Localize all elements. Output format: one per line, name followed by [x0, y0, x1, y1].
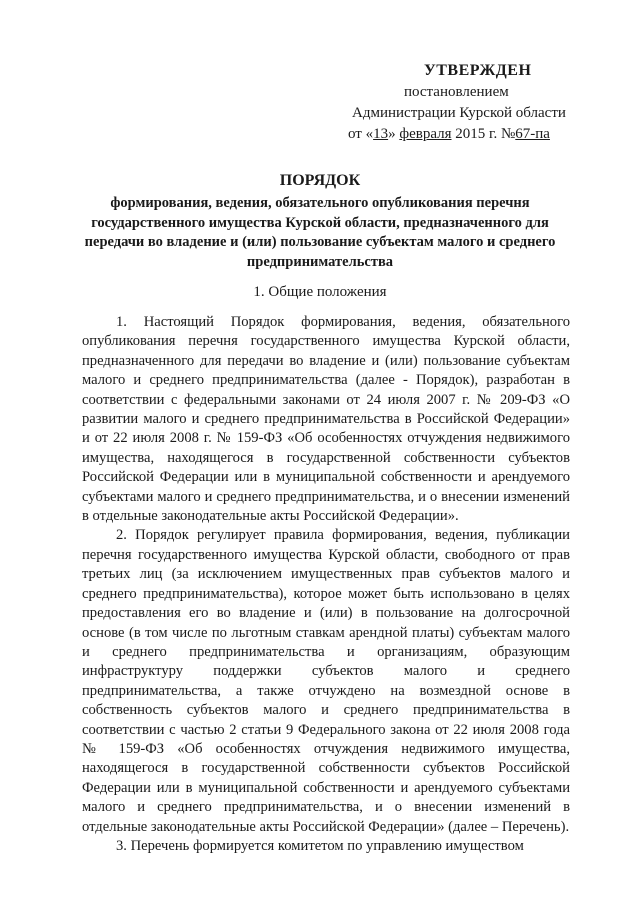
date-mid: » [388, 126, 396, 142]
paragraph-3: 3. Перечень формируется комитетом по управлению имуществом [116, 837, 524, 854]
title-subtitle: формирования, ведения, обязательного опубликования перечня государственного имущества Курской области, предназначенного для передачи во владение и (или) пользование субъектам малого и среднего предпринимательства [84, 195, 556, 270]
approval-date-line [348, 124, 588, 145]
date-day: 13 [373, 126, 389, 142]
section-heading: 1. Общие положения [253, 284, 387, 300]
approval-stamp [348, 60, 588, 145]
approval-line-resolution: постановлением [404, 84, 509, 100]
title-main: ПОРЯДОК [279, 172, 361, 189]
approval-heading: УТВЕРЖДЕН [424, 62, 532, 79]
approval-line-authority: Администрации Курской области [352, 105, 566, 121]
document-body [82, 313, 570, 856]
date-prefix: от « [348, 126, 374, 142]
date-month: февраля [399, 126, 452, 142]
paragraph-2: 2. Порядок регулирует правила формирования, ведения, публикации перечня государственного имущества Курской области, свободного от прав третьих лиц (за исключением имущественных прав субъектов малого и среднего предпринимательства), которое может быть использовано в целях предоставления его во владение и (или) в пользование на долгосрочной основе (в том числе по льготным ставкам арендной платы) субъектам малого и среднего предпринимательства и организациям, образующим инфраструктуру поддержки субъектов малого и среднего предпринимательства, а также отчуждено на возмездной основе в собственность субъектов малого и среднего предпринимательства в соответствии с частью 2 статьи 9 Федерального закона от 22 июля 2008 года № 159-ФЗ «Об особенностях отчуждения недвижимого имущества, находящегося в государственной собственности субъектов Российской Федерации или в муниципальной собственности и арендуемого субъектами малого и среднего предпринимательства, и о внесении изменений в отдельные законодательные акты Российской Федерации» (далее – Перечень). [82, 527, 570, 835]
date-year: 2015 г. № [455, 126, 516, 142]
document-number: 67-па [515, 126, 550, 142]
paragraph-1: 1. Настоящий Порядок формирования, ведения, обязательного опубликования перечня государственного имущества Курской области, предназначенного для передачи во владение и (или) пользование субъектам малого и среднего предпринимательства (далее - Порядок), разработан в соответствии с федеральными законами от 24 июля 2007 г. № 209-ФЗ «О развитии малого и среднего предпринимательства в Российской Федерации» и от 22 июля 2008 г. № 159-ФЗ «Об особенностях отчуждения недвижимого имущества, находящегося в государственной собственности субъектов Российской Федерации или в муниципальной собственности и арендуемого субъектами малого и среднего предпринимательства, и о внесении изменений в отдельные законодательные акты Российской Федерации». [82, 314, 570, 525]
document-title [60, 170, 580, 272]
